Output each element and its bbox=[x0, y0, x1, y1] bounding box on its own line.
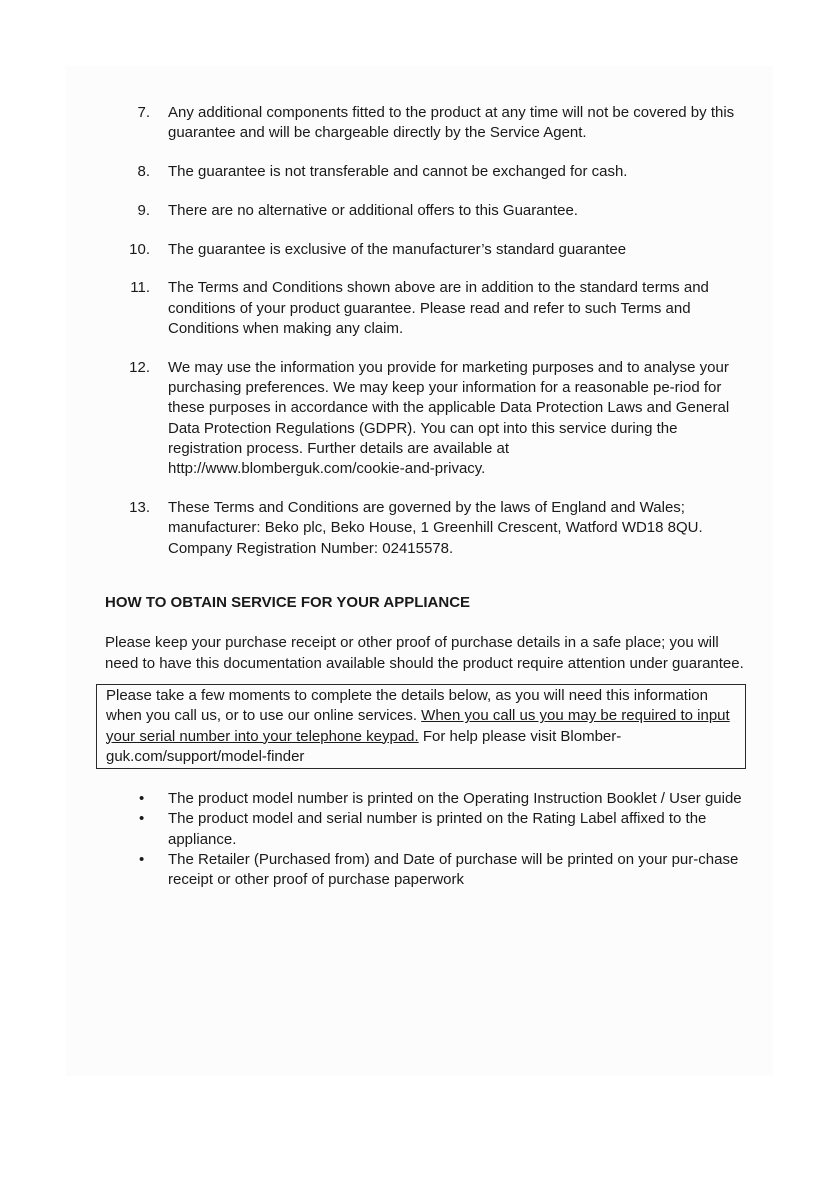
notice-help-text: For help please visit Blomber-guk.com/support/model-finder bbox=[106, 727, 622, 765]
term-item-13 bbox=[105, 498, 745, 559]
term-number: 9. bbox=[137, 201, 150, 219]
term-number: 7. bbox=[137, 104, 150, 121]
term-item-7 bbox=[105, 103, 745, 144]
bullet-text: The product model number is printed on the Operating Instruction Booklet / User guide bbox=[168, 790, 742, 808]
term-text: The guarantee is not transferable and cannot be exchanged for cash. bbox=[168, 163, 628, 181]
term-item-11 bbox=[105, 278, 745, 339]
term-item-9 bbox=[105, 201, 745, 221]
list-item bbox=[105, 789, 745, 809]
list-item bbox=[105, 809, 745, 850]
term-text: The guarantee is exclusive of the manufacturer’s standard guarantee bbox=[168, 240, 627, 258]
term-text: These Terms and Conditions are governed by the laws of England and Wales; manufacturer: Beko plc, Beko House, 1 Greenhill Crescent, Watford WD18 8QU. Company Registration Number: 02415578. bbox=[168, 499, 703, 557]
info-bullet-list bbox=[105, 789, 745, 890]
service-heading: HOW TO OBTAIN SERVICE FOR YOUR APPLIANCE bbox=[105, 594, 471, 612]
term-item-10 bbox=[105, 240, 745, 260]
bullet-icon: • bbox=[139, 810, 145, 828]
term-number: 13. bbox=[129, 499, 150, 517]
term-number: 11. bbox=[130, 279, 150, 297]
bullet-icon: • bbox=[139, 790, 145, 808]
notice-text: Please take a few moments to complete the details below, as you will need this information when you call us, or to use our online services. bbox=[106, 686, 708, 725]
term-text: Any additional components fitted to the product at any time will not be covered by this guarantee and will be chargeable directly by the Service Agent. bbox=[168, 104, 735, 142]
term-item-12 bbox=[105, 358, 745, 480]
bullet-icon: • bbox=[139, 851, 145, 869]
list-item bbox=[105, 850, 745, 891]
terms-list bbox=[105, 103, 745, 559]
term-item-8 bbox=[105, 162, 745, 182]
bullet-text: The product model and serial number is printed on the Rating Label affixed to the appliance. bbox=[168, 810, 707, 848]
term-number: 8. bbox=[137, 163, 150, 181]
notice-underlined-text: When you call us you may be required to input your serial number into your telephone keypad. bbox=[106, 707, 730, 745]
notice-box bbox=[96, 684, 746, 769]
term-text: There are no alternative or additional offers to this Guarantee. bbox=[168, 201, 578, 219]
service-intro: Please keep your purchase receipt or other proof of purchase details in a safe place; you will need to have this documentation available should the product require attention under guarantee. bbox=[105, 634, 744, 672]
bullet-text: The Retailer (Purchased from) and Date of purchase will be printed on your pur-chase receipt or other proof of purchase paperwork bbox=[168, 851, 739, 889]
page-content bbox=[105, 103, 745, 891]
term-text: The Terms and Conditions shown above are in addition to the standard terms and conditions of your product guarantee. Please read and refer to such Terms and Conditions when making any claim. bbox=[168, 279, 709, 338]
term-text: We may use the information you provide for marketing purposes and to analyse your purchasing preferences. We may keep your information for a reasonable pe-riod for these purposes in accordance with the applicable Data Protection Laws and General Data Protection Regulations (GDPR). You can opt into this service during the registration process. Further details are available at http://www.blomberguk.com/cookie-and-privacy. bbox=[168, 358, 730, 478]
term-number: 10. bbox=[129, 240, 150, 258]
term-number: 12. bbox=[129, 358, 150, 376]
